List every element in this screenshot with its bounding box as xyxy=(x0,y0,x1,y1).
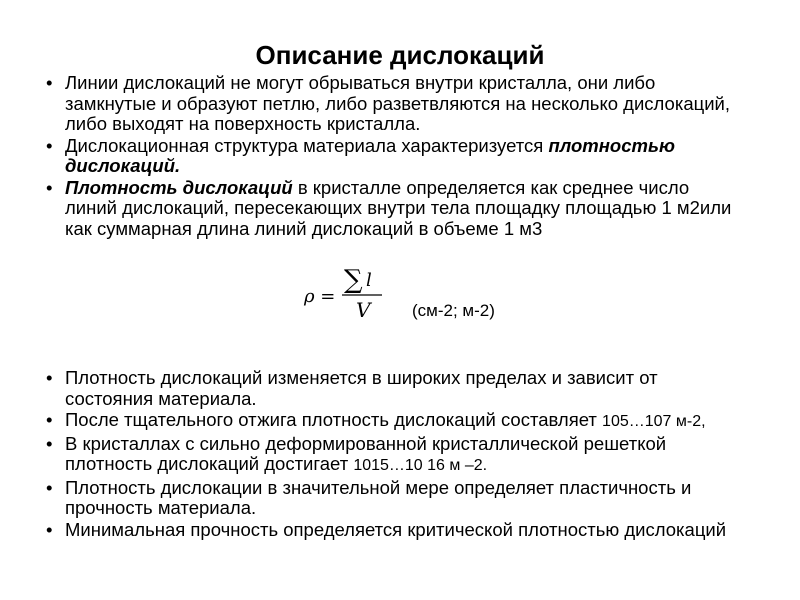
list-item-text: Плотность дислокаций изменяется в широких пределах и зависит от состояния материала. xyxy=(65,367,658,409)
list-item-text: Минимальная прочность определяется критической плотностью дислокаций xyxy=(65,518,727,540)
list-item-text: После тщательного отжига плотность дислокаций составляет xyxy=(65,409,603,430)
formula-denominator: V xyxy=(356,298,371,322)
bullet-list-top xyxy=(42,73,732,240)
formula-svg xyxy=(300,264,400,322)
list-item xyxy=(42,478,732,519)
list-item xyxy=(42,368,732,409)
slide-title: Описание дислокаций xyxy=(255,40,545,70)
list-item xyxy=(42,136,732,177)
formula-sum-sign: ∑ xyxy=(344,265,363,295)
list-item xyxy=(42,410,732,433)
list-item xyxy=(42,520,732,541)
list-item-value: 105…107 м-2, xyxy=(602,413,706,430)
bullet-list-bottom xyxy=(42,368,732,541)
formula-numerator: l xyxy=(366,270,372,291)
list-item-text: Дислокационная структура материала характеризуется xyxy=(65,134,549,156)
list-item xyxy=(42,434,732,477)
list-item-text: Линии дислокаций не могут обрываться внутри кристалла, они либо замкнутые и образуют петлю, либо разветвляются на несколько дислокаций, либо выходят на поверхность кристалла. xyxy=(65,72,731,134)
list-item-value: 1015…10 16 м –2. xyxy=(353,457,488,474)
formula-units: (см-2; м-2) xyxy=(412,301,495,320)
list-item-emphasis: плотностью дислокаций. xyxy=(65,134,675,176)
list-item-emphasis: Плотность дислокаций xyxy=(65,176,293,198)
formula-lhs: ρ = xyxy=(304,286,336,307)
list-item-text: В кристаллах с сильно деформированной кристаллической решеткой плотность дислокаций достигает xyxy=(65,432,667,474)
list-item xyxy=(42,73,732,135)
list-item-text: Плотность дислокации в значительной мере определяет пластичность и прочность материала. xyxy=(65,476,692,518)
list-item-text: в кристалле определяется как среднее число линий дислокаций, пересекающих внутри тела площадку площадью 1 м2или как суммарная длина линий дислокаций в объеме 1 м3 xyxy=(65,176,732,239)
density-formula xyxy=(300,264,400,322)
list-item xyxy=(42,178,732,240)
